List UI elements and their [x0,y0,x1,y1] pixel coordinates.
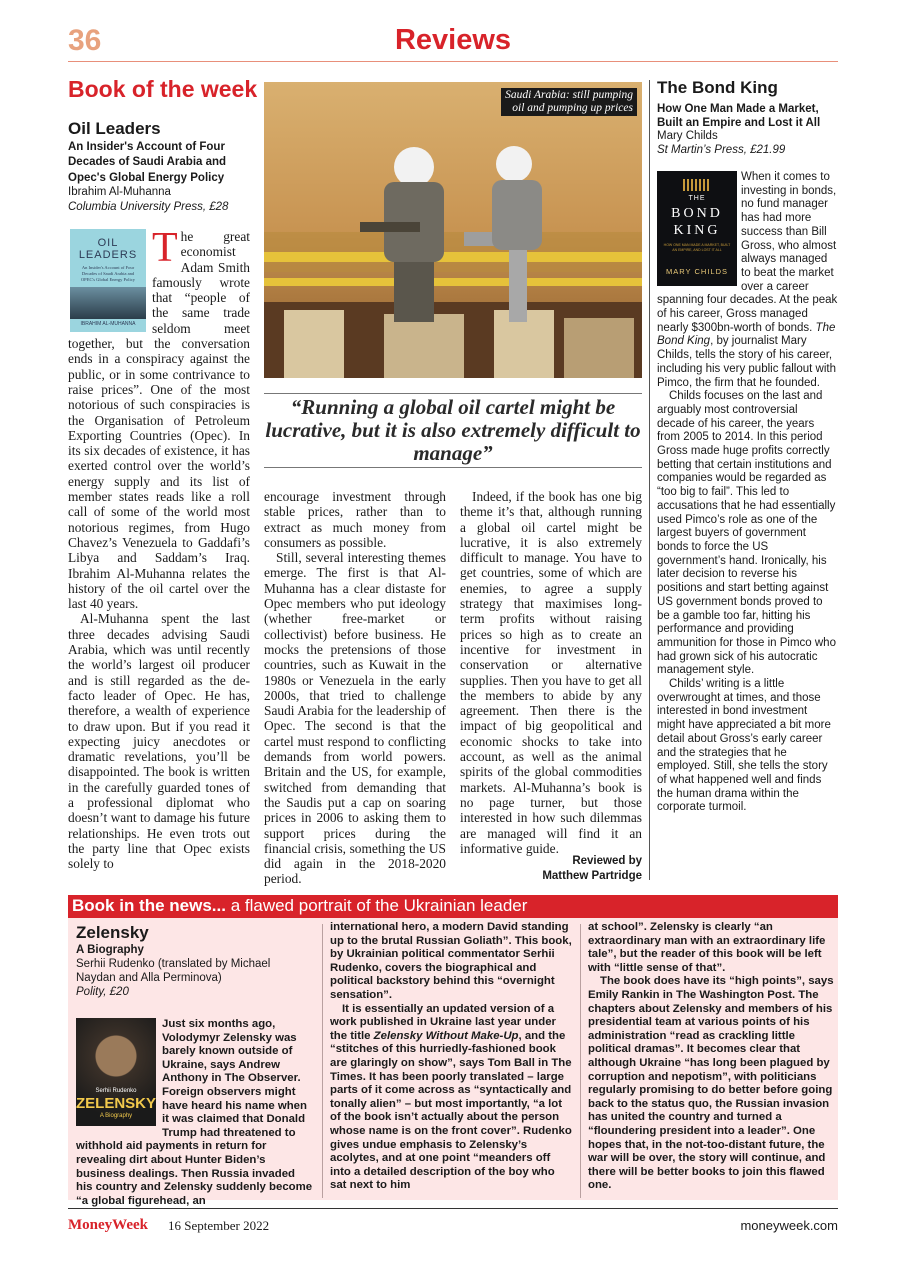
pull-quote: “Running a global oil cartel might be lucrative, but it is also extremely difficult to manage” [265,395,641,465]
news-paragraph: It is essentially an updated version of a work published in Ukraine last year under the title Zelensky Without Make-Up, and the “stitches of this hurriedly-fashioned book are glaringly on show”, says Tom Ball in The Times. It has been poorly translated – large parts of it come across as “syntactically and tonally alien” – but most importantly, “a lot of the book isn’t actually about the person whose name is on the front cover”. Rudenko gives undue emphasis to Zelensky’s acolytes, and at one point “meanders off into a detailed description of the boy who sat next to him [330,1002,572,1192]
cover-author: Serhii Rudenko [95,1088,137,1094]
caption-line: Saudi Arabia: still pumping [505,89,633,101]
cover-photo [70,287,146,319]
news-paragraph: at school”. Zelensky is clearly “an extraordinary man with an extraordinary life tale”, but the reader of this book will be left with “little sense of that”. [588,921,826,974]
news-paragraph: Just six months ago, Volodymyr Zelensky was barely known outside of Ukraine, says Andrew Anthony in The Observer. Foreign observers might have heard his name when it was claimed that Donald Trump had threatened to withhold aid payments in return for revealing dirt about Hunter Biden’s business dealings. Then Russia invaded his country and Zelensky suddenly become “a global figurehead, an [76,1018,313,1207]
section-title: Reviews [394,24,512,56]
reviewer-name: Matthew Partridge [542,870,642,882]
cover-title: OIL LEADERS [78,237,138,261]
zelensky-subtitle: A Biography [76,944,144,956]
zelensky-title: Zelensky [76,923,149,942]
review-paragraph: Childs focuses on the last and arguably most controversial decade of his career, the years from 2005 to 2014. In this period Gross made huge profits correctly betting that certain institutions and companies would be regarded as “too big to fail”. This led to accusations that he had essentially used Pimco’s role as one of the largest buyers of government bonds to force the US government’s hand. Ironically, his later decision to reverse his positions and start betting against US government bonds proved to be a gamble too far, hitting his performance and providing ammunition for those in Pimco who had grown sick of his autocratic management style. [657,390,836,677]
news-paragraph: The book does have its “high points”, says Emily Rankin in The Washington Post. The chapters about Zelensky and members of his presidential team at various points of his administration “read as crackling little political dramas”. It becomes clear that although Ukraine “has long been plagued by corruption and nepotism”, with politicians regularly promising to do better before going back to the status quo, the Russian invasion has united the country and turned a “floundering president into a leader”. One hopes that, in the not-too-distant future, the war will be over, the story will continue, and there will be better books to join this flawed one. [588,975,834,1192]
review-paragraph: Indeed, if the book has one big theme it’s that, although running a global oil cartel might be lucrative, it is also extremely difficult to manage. You have to get countries, some of which are enemies, to agree a supply strategy that maximises long-term profits without raising prices so high as to create an incentive for investment in conservation or alternative supplies. Then you have to get all the members to abide by any agreement. Then there is the impact of big geopolitical and economic shocks to take into account, as well as the animal spirits of the global commodities markets. Al-Muhanna’s book is no page turner, but those interested in how such dilemmas are managed will find it an informative guide. [460,489,642,856]
book-cover-bond-king [657,171,737,286]
website-link[interactable]: moneyweek.com [740,1218,838,1233]
review-column-3 [460,489,642,856]
news-banner-label: Book in the news... a flawed portrait of the Ukrainian leader [72,896,528,915]
column-divider [322,924,323,1198]
reviewed-by-label: Reviewed by [572,855,642,867]
book-subtitle: An Insider's Account of Four Decades of Saudi Arabia and Opec's Global Energy Policy [68,141,227,184]
skyline-graphic [683,179,711,191]
oil-workers-photo [264,82,642,378]
drop-cap: T [152,225,178,271]
zelensky-translator: Serhii Rudenko (translated by Michael Naydan and Alla Perminova) [76,958,271,984]
caption-line: oil and pumping up prices [512,102,633,114]
photo-caption [501,88,637,116]
review-paragraph: When it comes to investing in bonds, no fund manager has had more success than Bill Gross, who almost always managed to beat the market over a career spanning four decades. At the peak of his career, Gross managed nearly $300bn-worth of bonds. The Bond King, by journalist Mary Childs, tells the story of his career, including his very public fallout with Pimco, the firm that he founded. [657,171,838,389]
pull-quote-rule-top [264,393,642,394]
review-paragraph: Childs’ writing is a little overwrought at times, and those interested in bond investment might have appreciated a bit more detail about Gross’s early career and the strategies that he employed. Still, she tells the story of what happened well and finds the human drama within the corporate turmoil. [657,678,831,814]
bond-king-publisher: St Martin’s Press, £21.99 [657,144,786,156]
column-divider [649,80,650,880]
issue-date: 16 September 2022 [168,1218,270,1233]
news-column-2 [330,921,573,1193]
cover-title: ZELENSKY [76,1095,156,1112]
cover-subtitle: A Biography [99,1113,133,1119]
cover-subtitle: An Insider's Account of Four Decades of Saudi Arabia and OPEC's Global Energy Policy [80,265,136,282]
cover-the: THE [688,195,706,202]
moneyweek-logo: MoneyWeek [68,1217,148,1233]
header-divider [68,61,838,62]
news-paragraph: international hero, a modern David standing up to the brutal Russian Goliath”. This book, by Ukrainian political commentator Serhii Rudenko, covers the biographical and political backstory behind this “overnight sensation”. [330,921,572,1001]
book-cover-zelensky [76,1018,156,1126]
bond-king-subtitle: How One Man Made a Market, Built an Empire and Lost it All [657,103,821,129]
review-column-2 [264,489,446,887]
cover-tagline: HOW ONE MAN MADE A MARKET, BUILT AN EMPIRE, AND LOST IT ALL [663,243,731,252]
bond-king-title: The Bond King [657,78,778,97]
book-publisher: Columbia University Press, £28 [68,201,229,213]
review-paragraph: Al-Muhanna spent the last three decades advising Saudi Arabia, which was until recently the world’s largest oil producer and is still regarded as the de-facto leader of Opec. He has, therefore, a wealth of experience to draw upon. But if you read it expecting juicy anecdotes or dramatic revelations, you’ll be disappointed. The book is written in the carefully guarded tones of a professional diplomat who doesn’t want to damage his future relationships. He even trots out the party line that Opec exists solely to [68,611,250,872]
review-paragraph: encourage investment through stable prices, rather than to extract as much money from consumers as possible. [264,489,446,550]
reviewer-credit [542,854,642,884]
pull-quote-rule-bottom [264,467,642,468]
cover-author: MARY CHILDS [666,267,728,276]
oil-field-illustration [264,82,642,378]
page-number: 36 [68,24,102,57]
bond-king-author: Mary Childs [657,130,718,142]
book-author: Ibrahim Al-Muhanna [68,186,171,198]
book-title: Oil Leaders [68,119,161,138]
cover-title: BOND KING [671,206,723,238]
zelensky-publisher: Polity, £20 [76,986,129,998]
book-cover-oil-leaders [70,229,146,332]
review-paragraph: he great economist Adam Smith famously wrote that “people of the same trade seldom meet together, but the conversation ends in a conspiracy against the public, or in some contrivance to raise prices”. One of the most notorious of such conspiracies is the Organisation of Petroleum Exporting Countries (Opec). In its six decades of existence, it has exerted control over the world’s energy supply and its list of member states reads like a roll call of some of the world most notorious regimes, from Hugo Chavez’s Venezuela to Gaddafi’s Libya and Saddam’s Iraq. Ibrahim Al-Muhanna relates the history of the oil cartel over the last 40 years. [68,229,250,612]
cover-author: IBRAHIM AL-MUHANNA [80,321,136,327]
review-paragraph: Still, several interesting themes emerge. The first is that Al-Muhanna has a clear distaste for Opec members who put ideology (whether free-market or collectivist) before business. He mocks the pretensions of those countries, such as Kuwait in the 1980s or Venezuela in the early 2000s, that tried to challenge Saudi Arabia for the leadership of Opec. The second is that the cartel must respond to conflicting demands from world powers. Britain and the US, for example, switched from demanding that the Saudis put a cap on soaring prices in 2006 to asking them to support prices during the financial crisis, something the US did again in the 2018-2020 period. [264,550,446,887]
news-column-3 [588,921,834,1193]
footer-divider [68,1208,838,1209]
column-divider [580,924,581,1198]
book-of-the-week-label: Book of the week [68,76,258,102]
